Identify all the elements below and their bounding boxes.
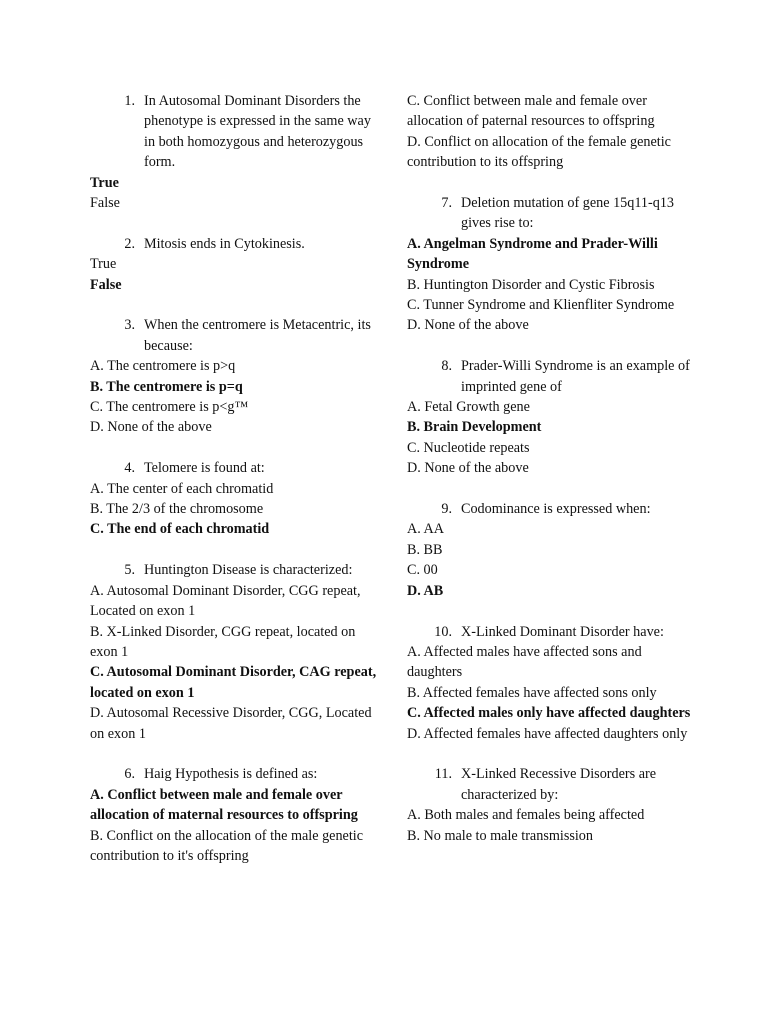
question-stem: [90, 560, 380, 580]
answer-option: B. BB: [407, 541, 443, 558]
question-text: Huntington Disease is characterized:: [144, 562, 353, 579]
answer-option: D. Affected females have affected daughters only: [407, 725, 688, 742]
answer-option: D. Autosomal Recessive Disorder, CGG, Located on exon 1: [90, 705, 372, 742]
question-block: [90, 458, 380, 540]
question-text: Codominance is expressed when:: [461, 501, 651, 518]
question-block: [407, 622, 697, 744]
question-stem: [90, 764, 380, 784]
question-stem: [90, 458, 380, 478]
answer-option: False: [90, 195, 120, 212]
question-stem: [407, 193, 697, 234]
answer-option: C. 00: [407, 562, 438, 579]
question-text: When the centromere is Metacentric, its because:: [144, 317, 371, 354]
answer-option: B. The 2/3 of the chromosome: [90, 501, 264, 518]
answer-option: A. Fetal Growth gene: [407, 399, 530, 416]
question-block: [90, 91, 380, 213]
answer-option: True: [90, 256, 117, 273]
question-block: [90, 560, 380, 744]
question-number: 7.: [441, 195, 452, 212]
question-number: 2.: [124, 235, 135, 252]
answer-option: A. Both males and females being affected: [407, 807, 645, 824]
answer-option: A. Autosomal Dominant Disorder, CGG repeat, Located on exon 1: [90, 582, 361, 620]
answer-option: B. Huntington Disorder and Cystic Fibrosis: [407, 276, 655, 293]
correct-answer-option: B. Brain Development: [407, 419, 542, 436]
question-number: 1.: [124, 93, 135, 109]
question-stem: [90, 91, 380, 173]
left-column: [90, 91, 380, 887]
answer-option: D. None of the above: [407, 460, 529, 477]
question-stem: [90, 315, 380, 356]
correct-answer-option: C. The end of each chromatid: [90, 521, 270, 538]
correct-answer-option: C. Affected males only have affected daughters: [407, 705, 691, 722]
correct-answer-option: C. Autosomal Dominant Disorder, CAG repeat, located on exon 1: [90, 664, 377, 701]
question-number: 10.: [434, 623, 452, 640]
answer-option: C. Tunner Syndrome and Klienfliter Syndrome: [407, 297, 675, 314]
continued-options: [407, 91, 697, 173]
answer-option: D. Conflict on allocation of the female genetic contribution to its offspring: [407, 133, 671, 171]
question-number: 11.: [434, 766, 452, 783]
answer-option: C. Conflict between male and female over allocation of paternal resources to offspring: [407, 93, 655, 130]
question-text: In Autosomal Dominant Disorders the phenotype is expressed in the same way in both homozygous and heterozygous form.: [144, 93, 371, 171]
answer-option: B. Affected females have affected sons only: [407, 684, 657, 701]
question-block: [90, 234, 380, 295]
question-text: Prader-Willi Syndrome is an example of imprinted gene of: [461, 358, 690, 395]
answer-option: A. AA: [407, 521, 445, 538]
answer-option: A. The center of each chromatid: [90, 480, 274, 497]
answer-option: D. None of the above: [407, 317, 529, 334]
question-text: Deletion mutation of gene 15q11-q13 gives rise to:: [461, 195, 675, 232]
question-number: 6.: [124, 766, 135, 783]
correct-answer-option: A. Conflict between male and female over allocation of maternal resources to offspring: [90, 786, 358, 824]
question-block: [90, 764, 380, 866]
right-column: [407, 91, 697, 866]
answer-option: C. The centromere is p<g™: [90, 399, 249, 416]
answer-option: B. X-Linked Disorder, CGG repeat, located on exon 1: [90, 623, 356, 660]
question-block: [407, 499, 697, 601]
question-text: Haig Hypothesis is defined as:: [144, 766, 318, 783]
question-number: 9.: [441, 501, 452, 518]
question-number: 4.: [124, 460, 135, 477]
question-number: 8.: [441, 358, 452, 375]
correct-answer-option: False: [90, 276, 122, 293]
correct-answer-option: D. AB: [407, 582, 444, 599]
answer-option: C. Nucleotide repeats: [407, 439, 530, 456]
answer-option: A. The centromere is p>q: [90, 358, 236, 375]
question-stem: [407, 764, 697, 805]
question-block: [407, 193, 697, 336]
question-text: Mitosis ends in Cytokinesis.: [144, 235, 305, 252]
question-block: [407, 764, 697, 846]
correct-answer-option: B. The centromere is p=q: [90, 378, 243, 395]
question-number: 5.: [124, 562, 135, 579]
answer-option: B. Conflict on the allocation of the male genetic contribution to it's offspring: [90, 827, 364, 864]
question-text: X-Linked Dominant Disorder have:: [461, 623, 664, 640]
question-block: [90, 315, 380, 437]
answer-option: A. Affected males have affected sons and daughters: [407, 643, 642, 681]
answer-option: D. None of the above: [90, 419, 212, 436]
question-text: Telomere is found at:: [144, 460, 265, 477]
question-stem: [407, 356, 697, 397]
question-stem: [90, 234, 380, 254]
correct-answer-option: True: [90, 174, 119, 191]
question-stem: [407, 499, 697, 519]
question-number: 3.: [124, 317, 135, 334]
question-block: [407, 356, 697, 478]
answer-option: B. No male to male transmission: [407, 827, 593, 844]
question-text: X-Linked Recessive Disorders are characterized by:: [461, 766, 657, 803]
question-stem: [407, 622, 697, 642]
correct-answer-option: A. Angelman Syndrome and Prader-Willi Syndrome: [407, 235, 658, 273]
